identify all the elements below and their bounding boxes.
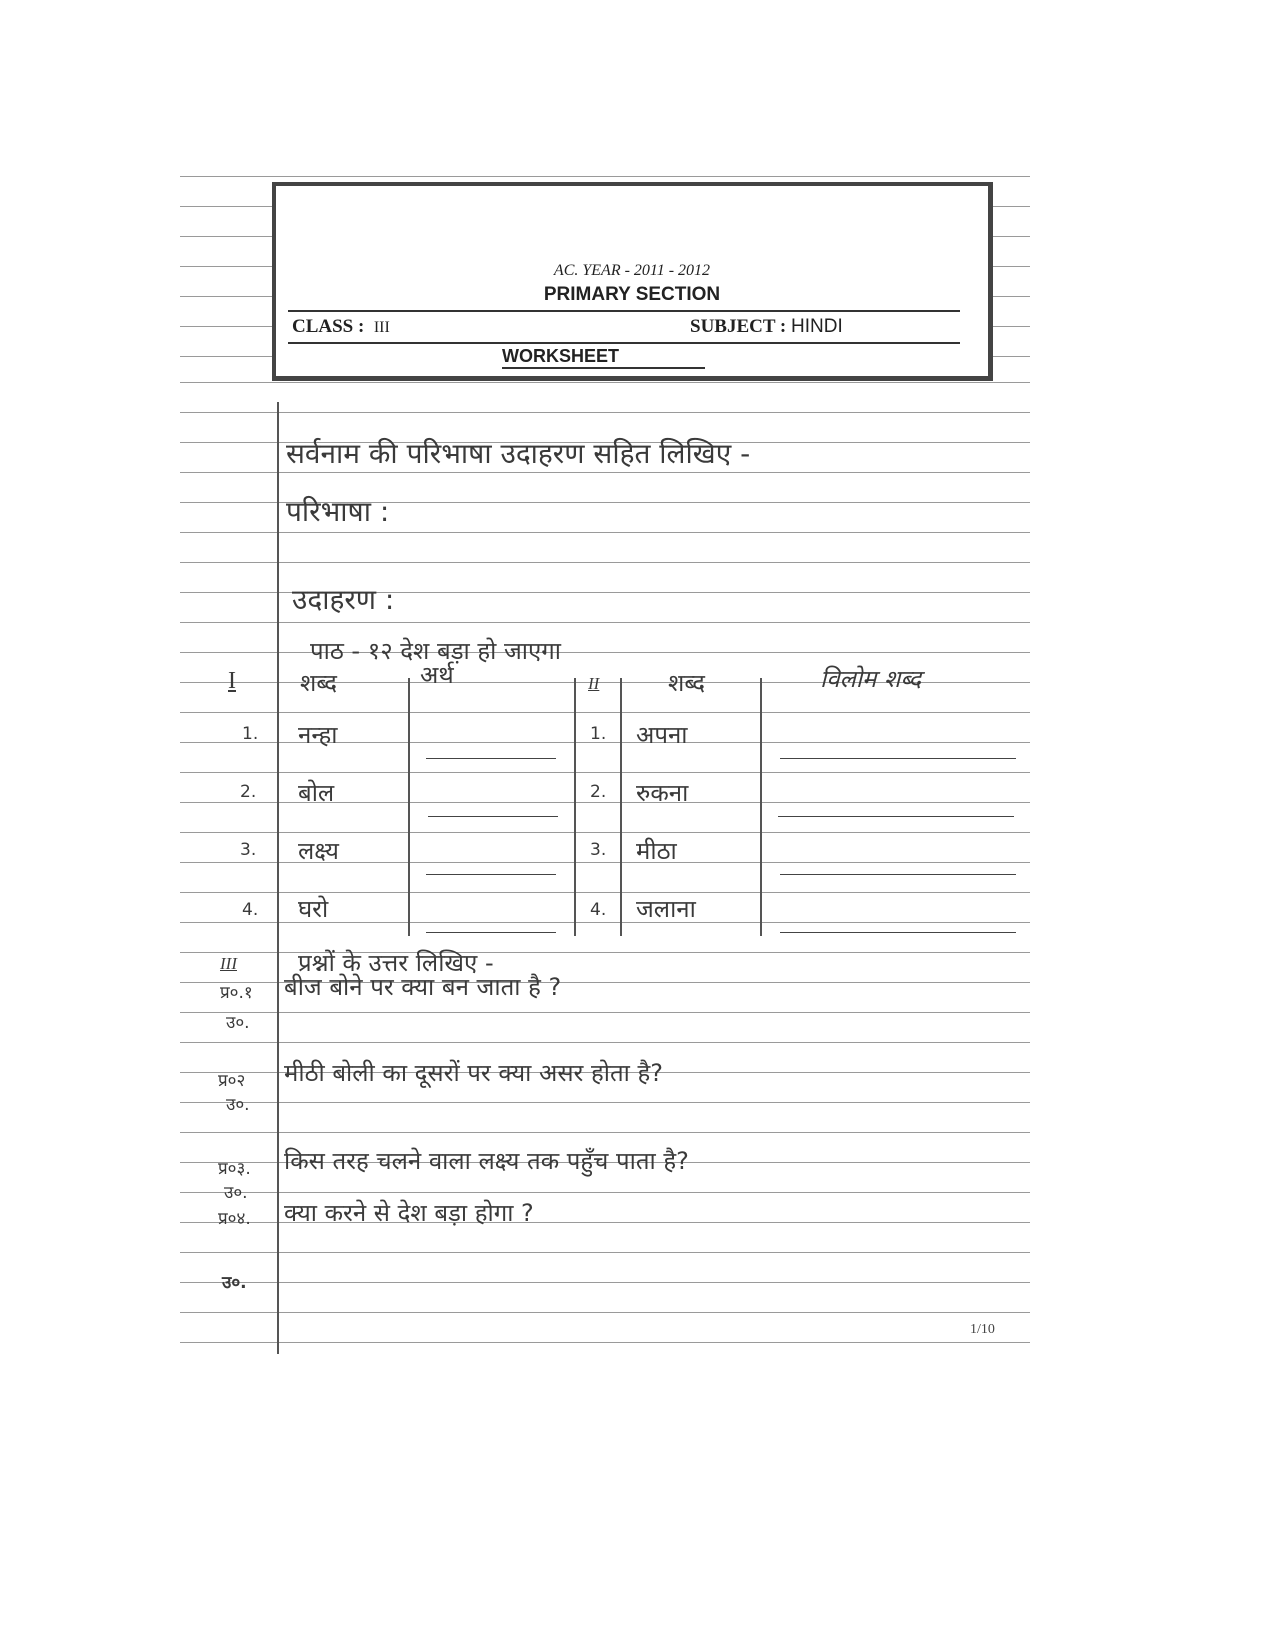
- definition-label: परिभाषा :: [286, 495, 390, 528]
- ruled-line: [180, 412, 1030, 413]
- ruled-line: [180, 1252, 1030, 1253]
- answer-blank[interactable]: [426, 874, 556, 875]
- section-I-word: बोल: [298, 779, 335, 807]
- ruled-line: [180, 712, 1030, 713]
- divider: [288, 342, 960, 344]
- section-title: PRIMARY SECTION: [543, 284, 721, 305]
- answer-blank[interactable]: [778, 816, 1014, 817]
- section-I-col-word: शब्द: [300, 669, 338, 697]
- question-text: किस तरह चलने वाला लक्ष्य तक पहुँच पाता है?: [284, 1147, 689, 1175]
- instruction-text: सर्वनाम की परिभाषा उदाहरण सहित लिखिए -: [286, 437, 751, 470]
- row-number: 2.: [240, 782, 257, 802]
- subject-field: [690, 316, 843, 338]
- section-III-number: III: [220, 954, 237, 973]
- margin-line: [277, 402, 279, 1354]
- section-I-word: घरो: [298, 895, 329, 923]
- answer-blank[interactable]: [780, 874, 1016, 875]
- lesson-title: पाठ - १२ देश बड़ा हो जाएगा: [310, 637, 561, 665]
- answer-label: उ०.: [222, 1273, 247, 1293]
- section-II-col-opposite: विलोम शब्द: [820, 665, 922, 693]
- class-label: CLASS :: [292, 316, 365, 337]
- section-I-col-meaning: अर्थ: [420, 661, 454, 689]
- subject-value: HINDI: [791, 316, 843, 337]
- section-II-word: मीठा: [636, 837, 677, 865]
- question-text: बीज बोने पर क्या बन जाता है ?: [284, 973, 562, 1001]
- row-number: 1.: [242, 724, 259, 744]
- row-number: 3.: [590, 840, 607, 860]
- ruled-line: [180, 176, 1030, 177]
- answer-blank[interactable]: [426, 932, 556, 933]
- answer-label: उ०.: [226, 1095, 250, 1115]
- question-label: प्र०४.: [218, 1209, 251, 1229]
- answer-blank[interactable]: [426, 758, 556, 759]
- section-I-word: लक्ष्य: [298, 837, 339, 865]
- section-I-number: I: [228, 668, 236, 694]
- row-number: 1.: [590, 724, 607, 744]
- section-II-word: जलाना: [636, 895, 696, 923]
- row-number: 2.: [590, 782, 607, 802]
- example-label: उदाहरण :: [292, 583, 395, 616]
- ruled-line: [180, 1342, 1030, 1343]
- ruled-line: [180, 532, 1030, 533]
- answer-blank[interactable]: [428, 816, 558, 817]
- row-number: 4.: [242, 900, 259, 920]
- question-label: प्र०.१: [220, 983, 253, 1003]
- ruled-line: [180, 472, 1030, 473]
- answer-label: उ०.: [224, 1183, 248, 1203]
- section-I-word: नन्हा: [298, 721, 338, 749]
- section-III-instruction: प्रश्नों के उत्तर लिखिए -: [298, 949, 494, 977]
- question-label: प्र०३.: [218, 1159, 251, 1179]
- section-II-col-word: शब्द: [668, 669, 706, 697]
- answer-label: उ०.: [226, 1013, 250, 1033]
- table-divider: [760, 678, 762, 936]
- divider: [288, 310, 960, 312]
- table-divider: [574, 678, 576, 936]
- page-number: 1/10: [970, 1322, 995, 1337]
- ruled-line: [180, 622, 1030, 623]
- answer-blank[interactable]: [780, 932, 1016, 933]
- ruled-line: [180, 1312, 1030, 1313]
- row-number: 3.: [240, 840, 257, 860]
- class-field: [292, 316, 390, 338]
- class-value: III: [373, 319, 390, 336]
- ruled-line: [180, 382, 1030, 383]
- ruled-line: [180, 652, 1030, 653]
- ruled-line: [180, 562, 1030, 563]
- ruled-line: [180, 1042, 1030, 1043]
- worksheet-page: [180, 172, 1030, 1352]
- subject-label: SUBJECT :: [690, 316, 787, 337]
- question-text: मीठी बोली का दूसरों पर क्या असर होता है?: [284, 1059, 663, 1087]
- ruled-line: [180, 1282, 1030, 1283]
- question-label: प्र०२: [218, 1071, 246, 1091]
- row-number: 4.: [590, 900, 607, 920]
- answer-blank[interactable]: [780, 758, 1016, 759]
- section-II-word: रुकना: [636, 779, 689, 807]
- header-box: [272, 182, 993, 381]
- section-II-number: II: [588, 674, 600, 693]
- ruled-line: [180, 1132, 1030, 1133]
- ruled-line: [180, 1102, 1030, 1103]
- ruled-line: [180, 832, 1030, 833]
- ruled-line: [180, 1192, 1030, 1193]
- table-divider: [408, 678, 410, 936]
- table-divider: [620, 678, 622, 936]
- ruled-line: [180, 772, 1030, 773]
- worksheet-title: WORKSHEET: [502, 346, 705, 369]
- question-text: क्या करने से देश बड़ा होगा ?: [284, 1199, 534, 1227]
- academic-year: AC. YEAR - 2011 - 2012: [553, 262, 711, 279]
- ruled-line: [180, 1012, 1030, 1013]
- section-II-word: अपना: [636, 721, 688, 749]
